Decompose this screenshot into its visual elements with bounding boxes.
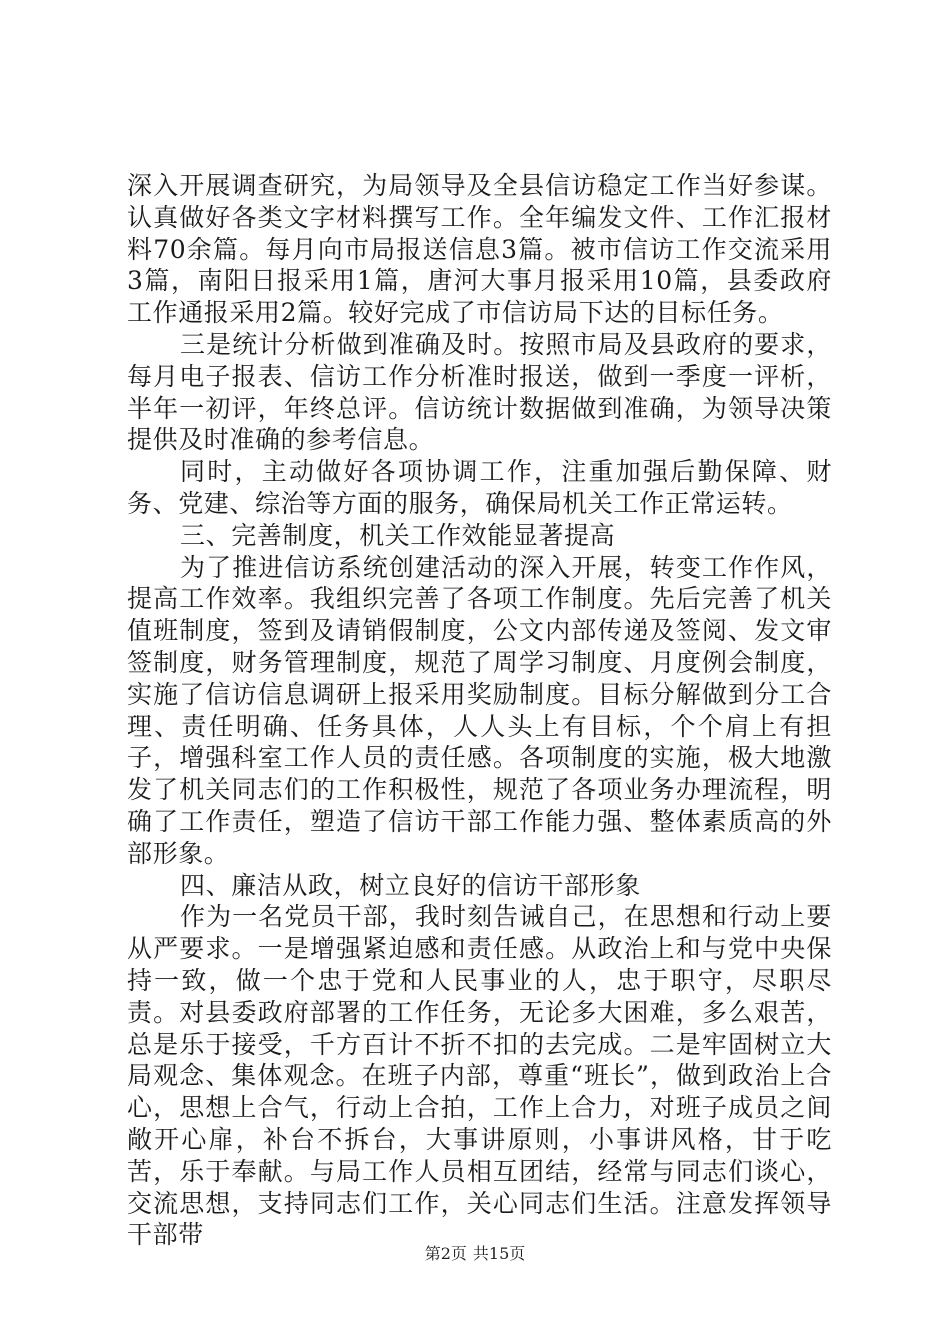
paragraph: 为了推进信访系统创建活动的深入开展，转变工作作风，提高工作效率。我组织完善了各项工作制度。先后完善了机关值班制度，签到及请销假制度，公文内部传递及签阅、发文审签制度，财务管理制度，规范了周学习制度、月度例会制度，实施了信访信息调研上报采用奖励制度。目标分解做到分工合理、责任明确、任务具体，人人头上有目标，个个肩上有担子，增强科室工作人员的责任感。各项制度的实施，极大地激发了机关同志们的工作积极性，规范了各项业务办理流程，明确了工作责任，塑造了信访干部工作能力强、整体素质高的外部形象。 bbox=[127, 552, 832, 868]
page-total: 共15页 bbox=[472, 1244, 526, 1263]
section-heading: 四、廉洁从政，树立良好的信访干部形象 bbox=[180, 870, 641, 900]
paragraph: 深入开展调查研究，为局领导及全县信访稳定工作当好参谋。认真做好各类文字材料撰写工作。全年编发文件、工作汇报材料70余篇。每月向市局报送信息3篇。被市信访工作交流采用3篇，南阳日报采用1篇，唐河大事月报采用10篇，县委政府工作通报采用2篇。较好完成了市信访局下达的目标任务。 bbox=[127, 171, 832, 328]
document-body bbox=[127, 170, 832, 1251]
section-heading: 三、完善制度，机关工作效能显著提高 bbox=[180, 520, 616, 550]
paragraph: 作为一名党员干部，我时刻告诫自己，在思想和行动上要从严要求。一是增强紧迫感和责任感。从政治上和与党中央保持一致，做一个忠于党和人民事业的人，忠于职守，尽职尽责。对县委政府部署的工作任务，无论多大困难，多么艰苦，总是乐于接受，千方百计不折不扣的去完成。二是牢固树立大局观念、集体观念。在班子内部，尊重“班长”，做到政治上合心，思想上合气，行动上合拍，工作上合力，对班子成员之间敞开心扉，补台不拆台，大事讲原则，小事讲风格，甘于吃苦，乐于奉献。与局工作人员相互团结，经常与同志们谈心，交流思想，支持同志们工作，关心同志们生活。注意发挥领导干部带 bbox=[127, 902, 832, 1250]
page-footer bbox=[0, 1244, 950, 1264]
paragraph: 同时，主动做好各项协调工作，注重加强后勤保障、财务、党建、综治等方面的服务，确保局机关工作正常运转。 bbox=[127, 457, 832, 518]
page-number: 第2页 bbox=[424, 1244, 467, 1263]
paragraph: 三是统计分析做到准确及时。按照市局及县政府的要求，每月电子报表、信访工作分析准时报送，做到一季度一评析，半年一初评，年终总评。信访统计数据做到准确，为领导决策提供及时准确的参考信息。 bbox=[127, 329, 832, 455]
